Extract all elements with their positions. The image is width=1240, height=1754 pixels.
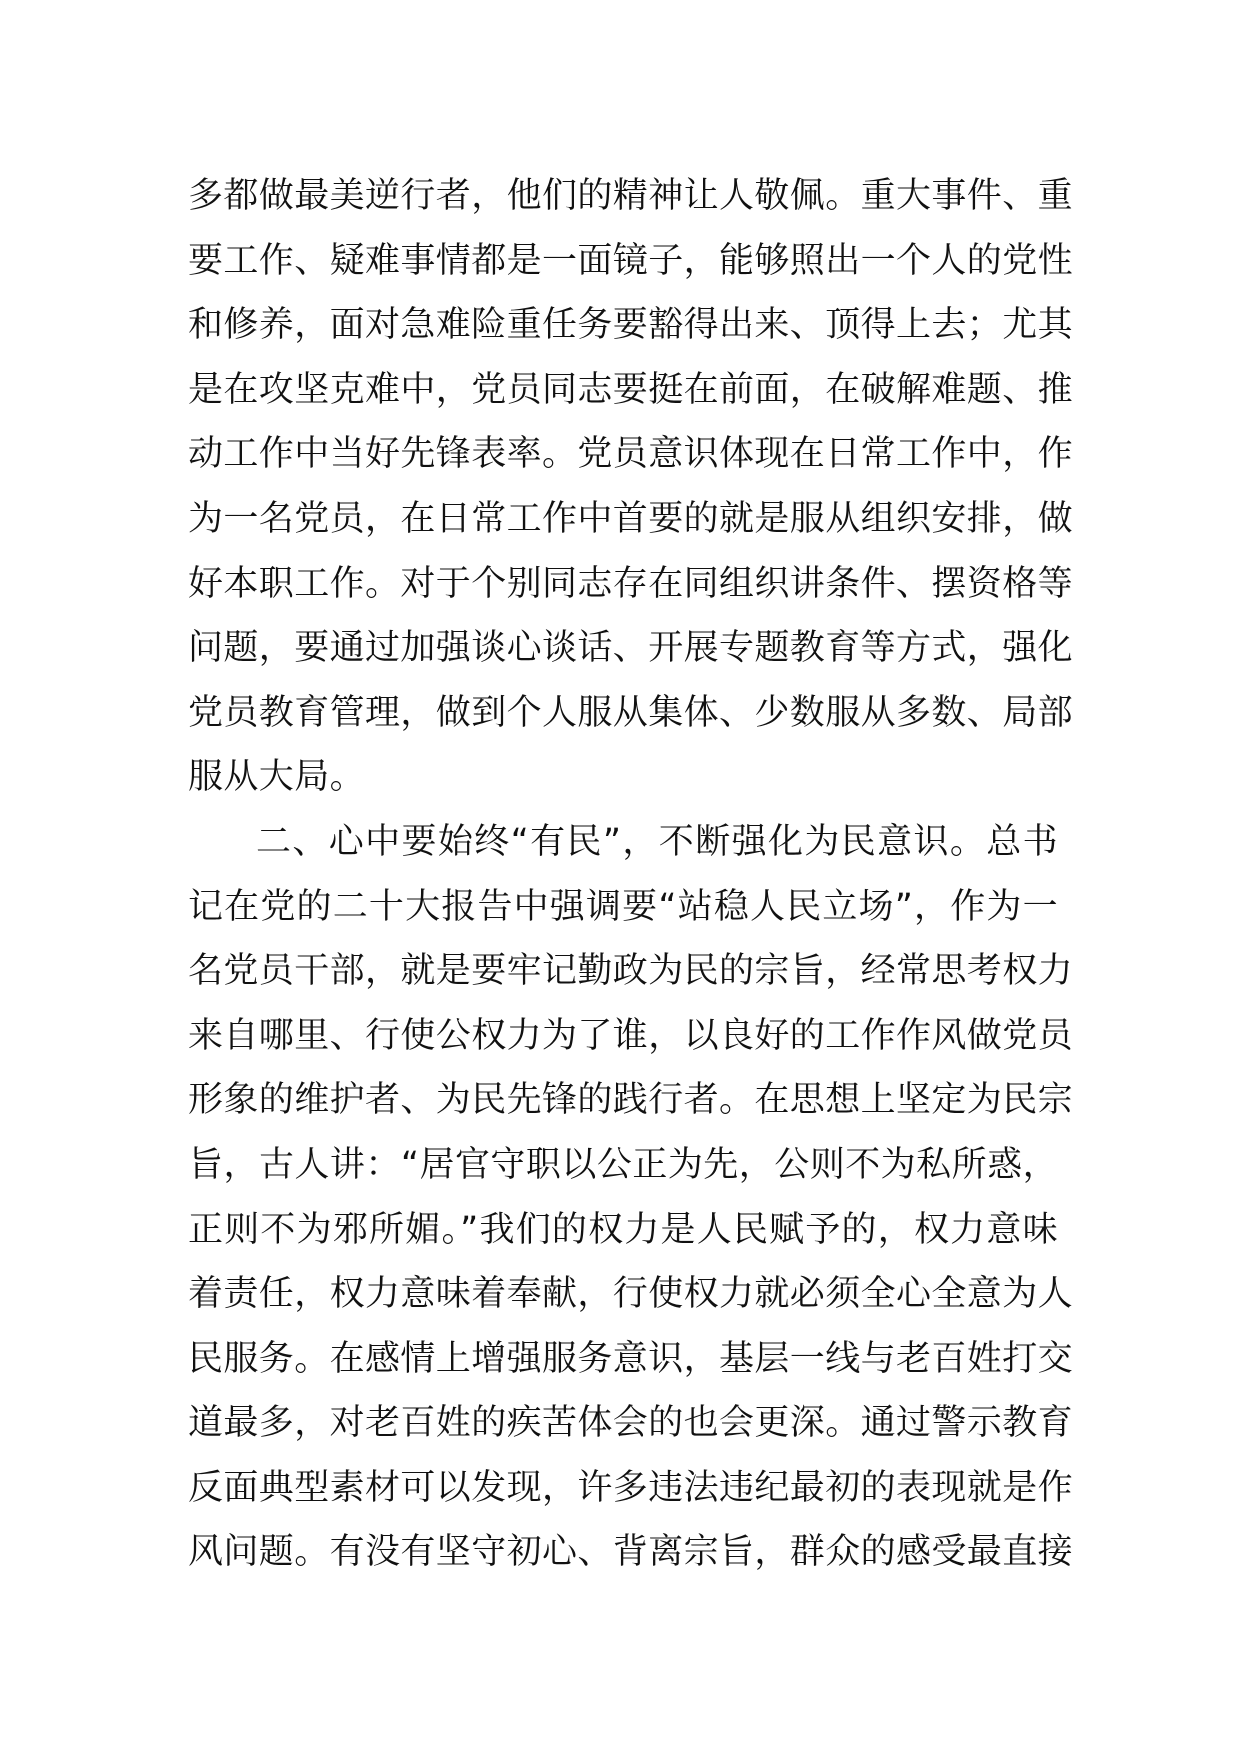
text-line: 是在攻坚克难中，党员同志要挺在前面，在破解难题、推 (188, 369, 1074, 410)
text-line: 名党员干部，就是要牢记勤政为民的宗旨，经常思考权力 (188, 951, 1074, 992)
text-line: 着责任，权力意味着奉献，行使权力就必须全心全意为人 (188, 1274, 1074, 1315)
text-line: 旨，古人讲：“居官守职以公正为先，公则不为私所惑， (188, 1144, 1058, 1185)
text-line: 动工作中当好先锋表率。党员意识体现在日常工作中，作 (188, 434, 1074, 475)
text-line: 要工作、疑难事情都是一面镜子，能够照出一个人的党性 (188, 240, 1074, 281)
body-text (188, 164, 1074, 1585)
text-line: 风问题。有没有坚守初心、背离宗旨，群众的感受最直接 (188, 1532, 1074, 1573)
text-line: 民服务。在感情上增强服务意识，基层一线与老百姓打交 (188, 1338, 1074, 1379)
text-line: 形象的维护者、为民先锋的践行者。在思想上坚定为民宗 (188, 1080, 1074, 1121)
text-line: 来自哪里、行使公权力为了谁，以良好的工作作风做党员 (188, 1015, 1074, 1056)
text-line: 道最多，对老百姓的疾苦体会的也会更深。通过警示教育 (188, 1403, 1074, 1444)
text-line: 服从大局。 (188, 757, 366, 798)
text-line: 记在党的二十大报告中强调要“站稳人民立场”，作为一 (188, 886, 1058, 927)
text-line: 好本职工作。对于个别同志存在同组织讲条件、摆资格等 (188, 563, 1074, 604)
text-line: 党员教育管理，做到个人服从集体、少数服从多数、局部 (188, 692, 1074, 733)
text-line: 为一名党员，在日常工作中首要的就是服从组织安排，做 (188, 498, 1074, 539)
text-line: 和修养，面对急难险重任务要豁得出来、顶得上去；尤其 (188, 305, 1074, 346)
text-line: 反面典型素材可以发现，许多违法违纪最初的表现就是作 (188, 1467, 1074, 1508)
text-line: 正则不为邪所媚。”我们的权力是人民赋予的，权力意味 (188, 1209, 1058, 1250)
text-line: 多都做最美逆行者，他们的精神让人敬佩。重大事件、重 (188, 176, 1074, 216)
text-line: 问题，要通过加强谈心谈话、开展专题教育等方式，强化 (188, 628, 1074, 669)
section-heading-line: 二、心中要始终“有民”，不断强化为民意识。总书 (256, 821, 1058, 862)
